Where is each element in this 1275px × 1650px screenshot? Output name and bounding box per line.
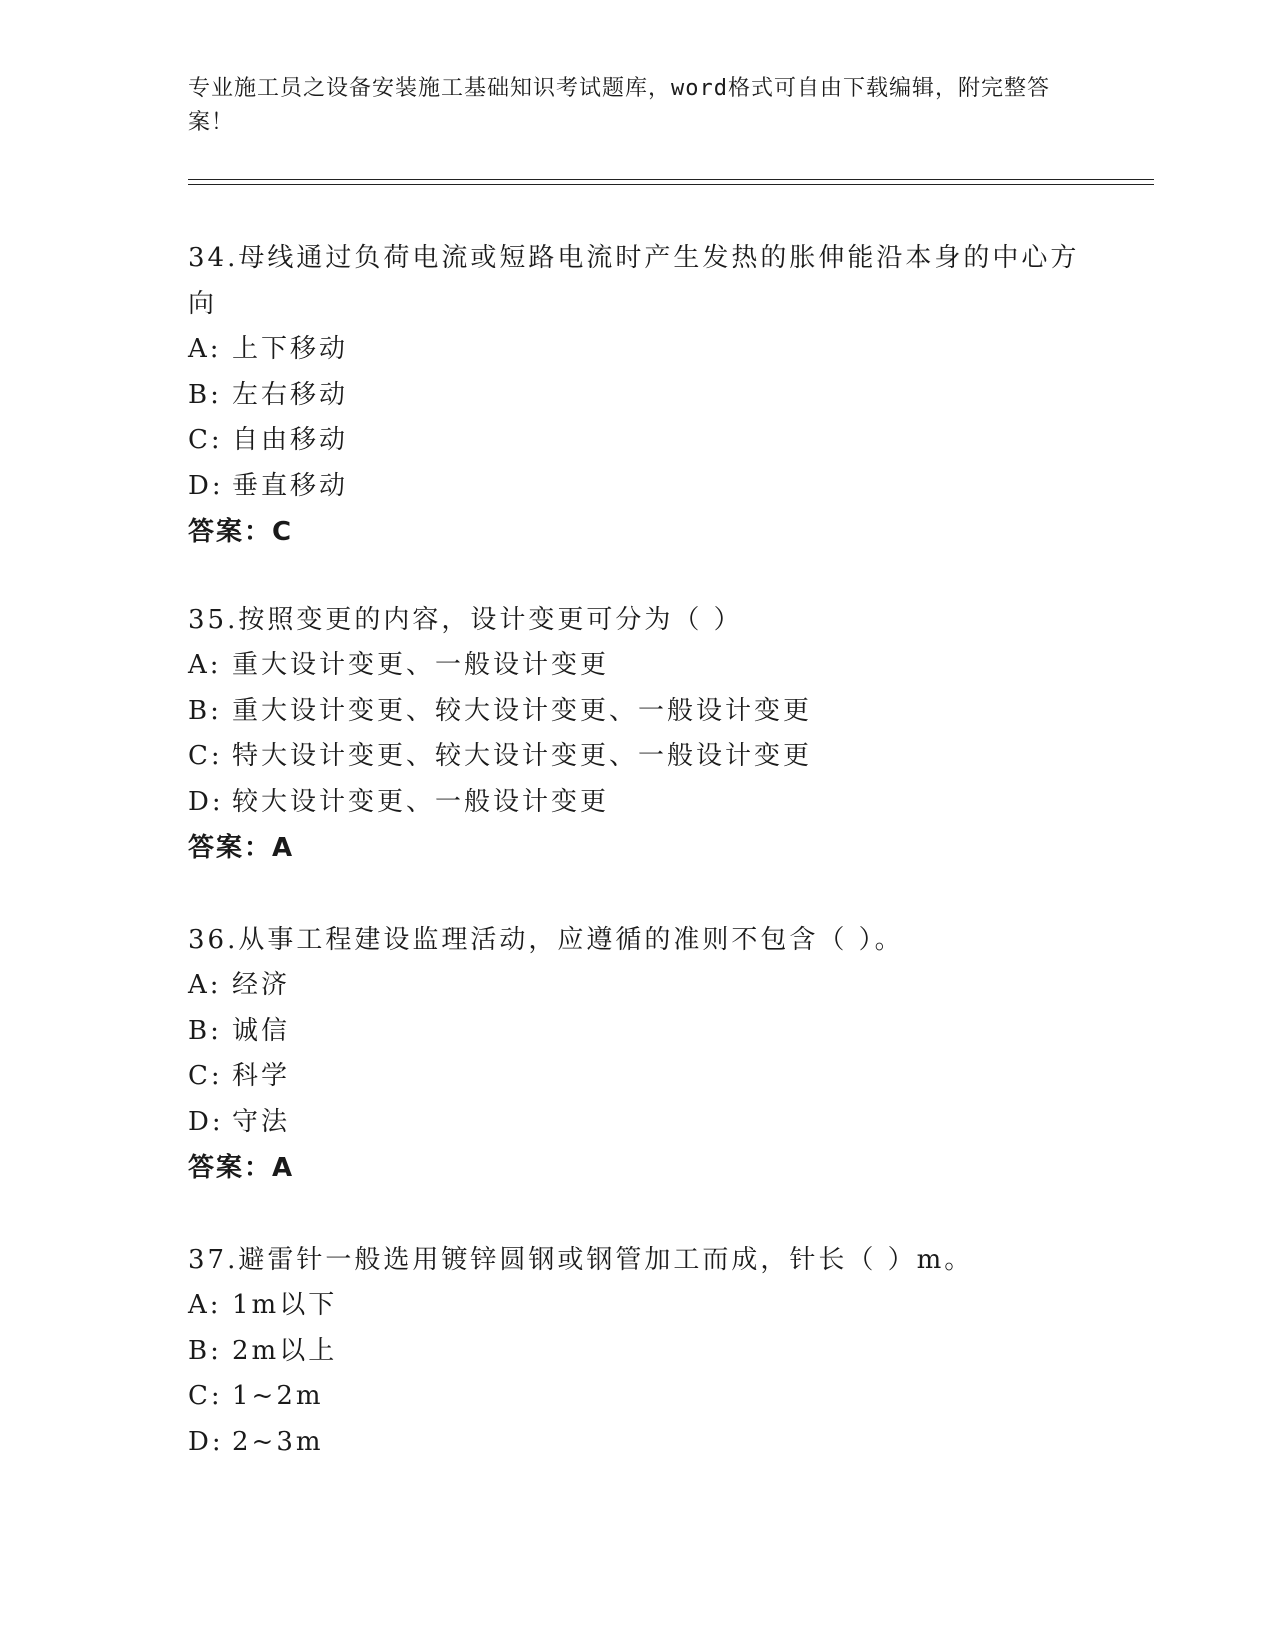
option-a: [188, 963, 1088, 1009]
option-text: 重大设计变更、一般设计变更: [232, 650, 610, 680]
header-divider-top: [188, 179, 1154, 180]
question-34: [188, 235, 1088, 555]
option-letter: B:: [188, 695, 222, 726]
option-letter: C:: [188, 1061, 223, 1091]
option-text: 垂直移动: [232, 470, 349, 501]
option-letter: D:: [188, 1426, 224, 1457]
option-text: 诚信: [232, 1015, 291, 1046]
option-text: 重大设计变更、较大设计变更、一般设计变更: [232, 695, 813, 726]
option-text: 2m以上: [232, 1335, 338, 1366]
option-text: 守法: [232, 1106, 291, 1137]
option-c: [188, 1054, 1088, 1100]
option-letter: D:: [188, 1106, 224, 1137]
option-a: [188, 643, 1088, 689]
option-b: [188, 689, 1088, 735]
option-a: [188, 1283, 1088, 1329]
option-b: [188, 1009, 1088, 1055]
option-letter: B:: [188, 1335, 222, 1366]
option-c: [188, 1374, 1088, 1420]
option-d: [188, 1100, 1088, 1146]
option-d: [188, 780, 1088, 826]
option-letter: A:: [188, 970, 222, 1000]
option-letter: C:: [188, 741, 223, 771]
option-b: [188, 1329, 1088, 1375]
question-stem: 35.按照变更的内容，设计变更可分为（ ）: [188, 605, 743, 635]
option-d: [188, 464, 1088, 510]
option-text: 2~3m: [232, 1426, 324, 1457]
option-b: [188, 373, 1088, 419]
question-37: [188, 1237, 1088, 1465]
question-stem: 36.从事工程建设监理活动，应遵循的准则不包含（ ）。: [188, 925, 904, 955]
question-36: [188, 917, 1088, 1191]
question-35: [188, 597, 1088, 871]
option-c: [188, 734, 1088, 780]
option-text: 科学: [232, 1061, 291, 1091]
option-letter: A:: [188, 650, 222, 680]
question-stem: 34.母线通过负荷电流或短路电流时产生发热的胀伸能沿本身的中心方向: [188, 243, 1080, 319]
option-d: [188, 1420, 1088, 1466]
option-letter: A:: [188, 334, 222, 364]
option-a: [188, 327, 1088, 373]
header-divider-bottom: [188, 184, 1154, 185]
option-text: 1m以下: [232, 1290, 338, 1320]
answer-line: 答案：A: [188, 1153, 295, 1183]
question-stem: 37.避雷针一般选用镀锌圆钢或钢管加工而成，针长（ ）m。: [188, 1245, 974, 1275]
option-text: 1~2m: [232, 1381, 324, 1411]
document-header: 专业施工员之设备安装施工基础知识考试题库，word格式可自由下载编辑，附完整答案！: [188, 76, 1050, 135]
option-letter: D:: [188, 786, 224, 817]
option-letter: C:: [188, 1381, 223, 1411]
option-letter: A:: [188, 1290, 222, 1320]
option-text: 特大设计变更、较大设计变更、一般设计变更: [232, 741, 813, 771]
answer-line: 答案：C: [188, 517, 294, 547]
option-text: 上下移动: [232, 334, 349, 364]
option-text: 较大设计变更、一般设计变更: [232, 786, 610, 817]
option-text: 经济: [232, 970, 291, 1000]
answer-line: 答案：A: [188, 833, 295, 863]
option-letter: D:: [188, 470, 224, 501]
option-letter: C:: [188, 425, 223, 455]
option-letter: B:: [188, 379, 222, 410]
option-text: 自由移动: [232, 425, 349, 455]
option-letter: B:: [188, 1015, 222, 1046]
option-text: 左右移动: [232, 379, 349, 410]
option-c: [188, 418, 1088, 464]
